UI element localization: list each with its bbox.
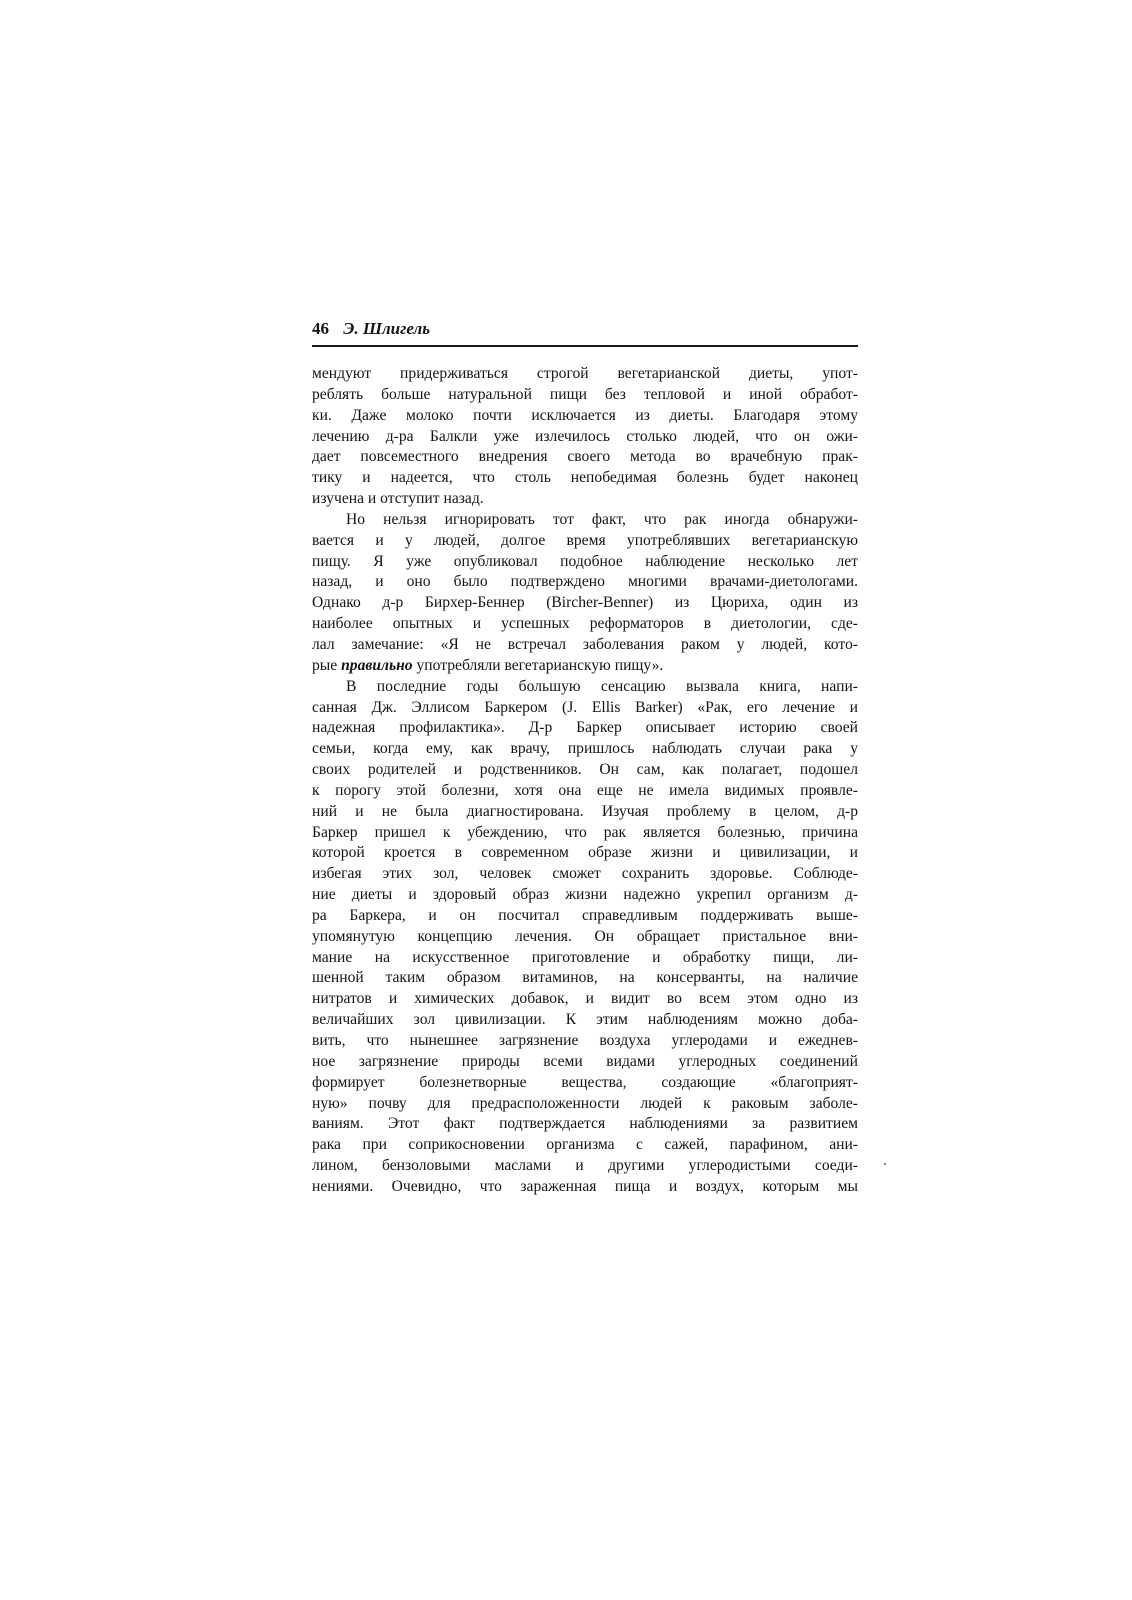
text-line: избегая этих зол, человек сможет сохранить здоровье. Соблюде- (312, 865, 858, 883)
text-line: которой кроется в современном образе жизни и цивилизации, и (312, 844, 858, 862)
text-line: Но нельзя игнорировать тот факт, что рак иногда обнаружи- (346, 510, 858, 528)
text-line: нитратов и химических добавок, и видит во всем этом одно из (312, 990, 858, 1008)
emphasized-word: правильно (341, 656, 413, 674)
text-line: ра Баркера, и он посчитал справедливым поддерживать выше- (312, 906, 858, 924)
text-line: вить, что нынешнее загрязнение воздуха углеродами и ежеднев- (312, 1032, 858, 1049)
paragraph (312, 677, 858, 1198)
text-line: пищу. Я уже опубликовал подобное наблюдение несколько лет (312, 552, 858, 570)
text-line: Однако д-р Бирхер-Беннер (Bircher-Benner) из Цюриха, один из (312, 594, 858, 612)
text-line: рака при соприкосновении организма с сажей, парафином, ани- (312, 1136, 858, 1154)
text-line (312, 656, 858, 677)
paragraph (312, 510, 858, 677)
text-line: В последние годы большую сенсацию вызвала книга, напи- (346, 677, 858, 695)
text-line: ний и не была диагностирована. Изучая проблему в целом, д-р (312, 802, 858, 820)
text-line: вается и у людей, долгое время употреблявших вегетарианскую (312, 531, 858, 549)
text-line: величайших зол цивилизации. К этим наблюдениям можно доба- (312, 1011, 858, 1029)
text-line: реблять больше натуральной пищи без тепловой и иной обработ- (312, 385, 858, 403)
text-line: назад, и оно было подтверждено многими врачами-диетологами. (312, 573, 858, 591)
text-line: надежная профилактика». Д-р Баркер описывает историю своей (312, 719, 858, 737)
text-line: лал замечание: «Я не встречал заболевания раком у людей, кото- (312, 635, 858, 653)
text-line: мание на искусственное приготовление и обработку пищи, ли- (312, 948, 858, 966)
running-head: Э. Шлигель (343, 319, 431, 338)
text-line: своих родителей и родственников. Он сам, как полагает, подошел (312, 761, 858, 779)
text-line: тику и надеется, что столь непобедимая болезнь будет наконец (312, 469, 858, 487)
text-line: ние диеты и здоровый образ жизни надежно укрепил организм д- (312, 886, 858, 904)
text-line: наиболее опытных и успешных реформаторов в диетологии, сде- (312, 615, 858, 633)
text-line: упомянутую концепцию лечения. Он обращает пристальное вни- (312, 927, 858, 945)
scan-speck (884, 1163, 886, 1165)
text-line: Баркер пришел к убеждению, что рак является болезнью, причина (312, 823, 858, 841)
text-line: лином, бензоловыми маслами и другими углеродистыми соеди- (312, 1157, 858, 1175)
text-line: дает повсеместного внедрения своего метода во врачебную прак- (312, 448, 858, 466)
text-line: мендуют придерживаться строгой вегетарианской диеты, упот- (312, 365, 858, 382)
text-line: лечению д-ра Балкли уже излечилось столько людей, что он ожи- (312, 427, 858, 445)
text-line: санная Дж. Эллисом Баркером (J. Ellis Barker) «Рак, его лечение и (312, 698, 858, 716)
body-text (312, 364, 858, 1198)
page-header (312, 319, 858, 347)
text-line: ки. Даже молоко почти исключается из диеты. Благодаря этому (312, 406, 858, 424)
page-number: 46 (312, 319, 329, 338)
text-line: нениями. Очевидно, что зараженная пища и воздух, которым мы (312, 1177, 858, 1195)
text-line: формирует болезнетворные вещества, создающие «благоприят- (312, 1073, 858, 1091)
paragraph (312, 364, 858, 510)
text-line: шенной таким образом витаминов, на консерванты, на наличие (312, 969, 858, 987)
text-line: ное загрязнение природы всеми видами углеродных соединений (312, 1052, 858, 1070)
text-line: к порогу этой болезни, хотя она еще не имела видимых проявле- (312, 781, 858, 799)
text-line: ную» почву для предрасположенности людей к раковым заболе- (312, 1094, 858, 1112)
text-fragment: употребляли вегетарианскую пищу». (412, 656, 664, 674)
text-line: семьи, когда ему, как врачу, пришлось наблюдать случаи рака у (312, 740, 858, 758)
text-line: изучена и отступит назад. (312, 490, 484, 508)
text-line: ваниям. Этот факт подтверждается наблюдениями за развитием (312, 1115, 858, 1133)
text-fragment: рые (312, 656, 342, 674)
